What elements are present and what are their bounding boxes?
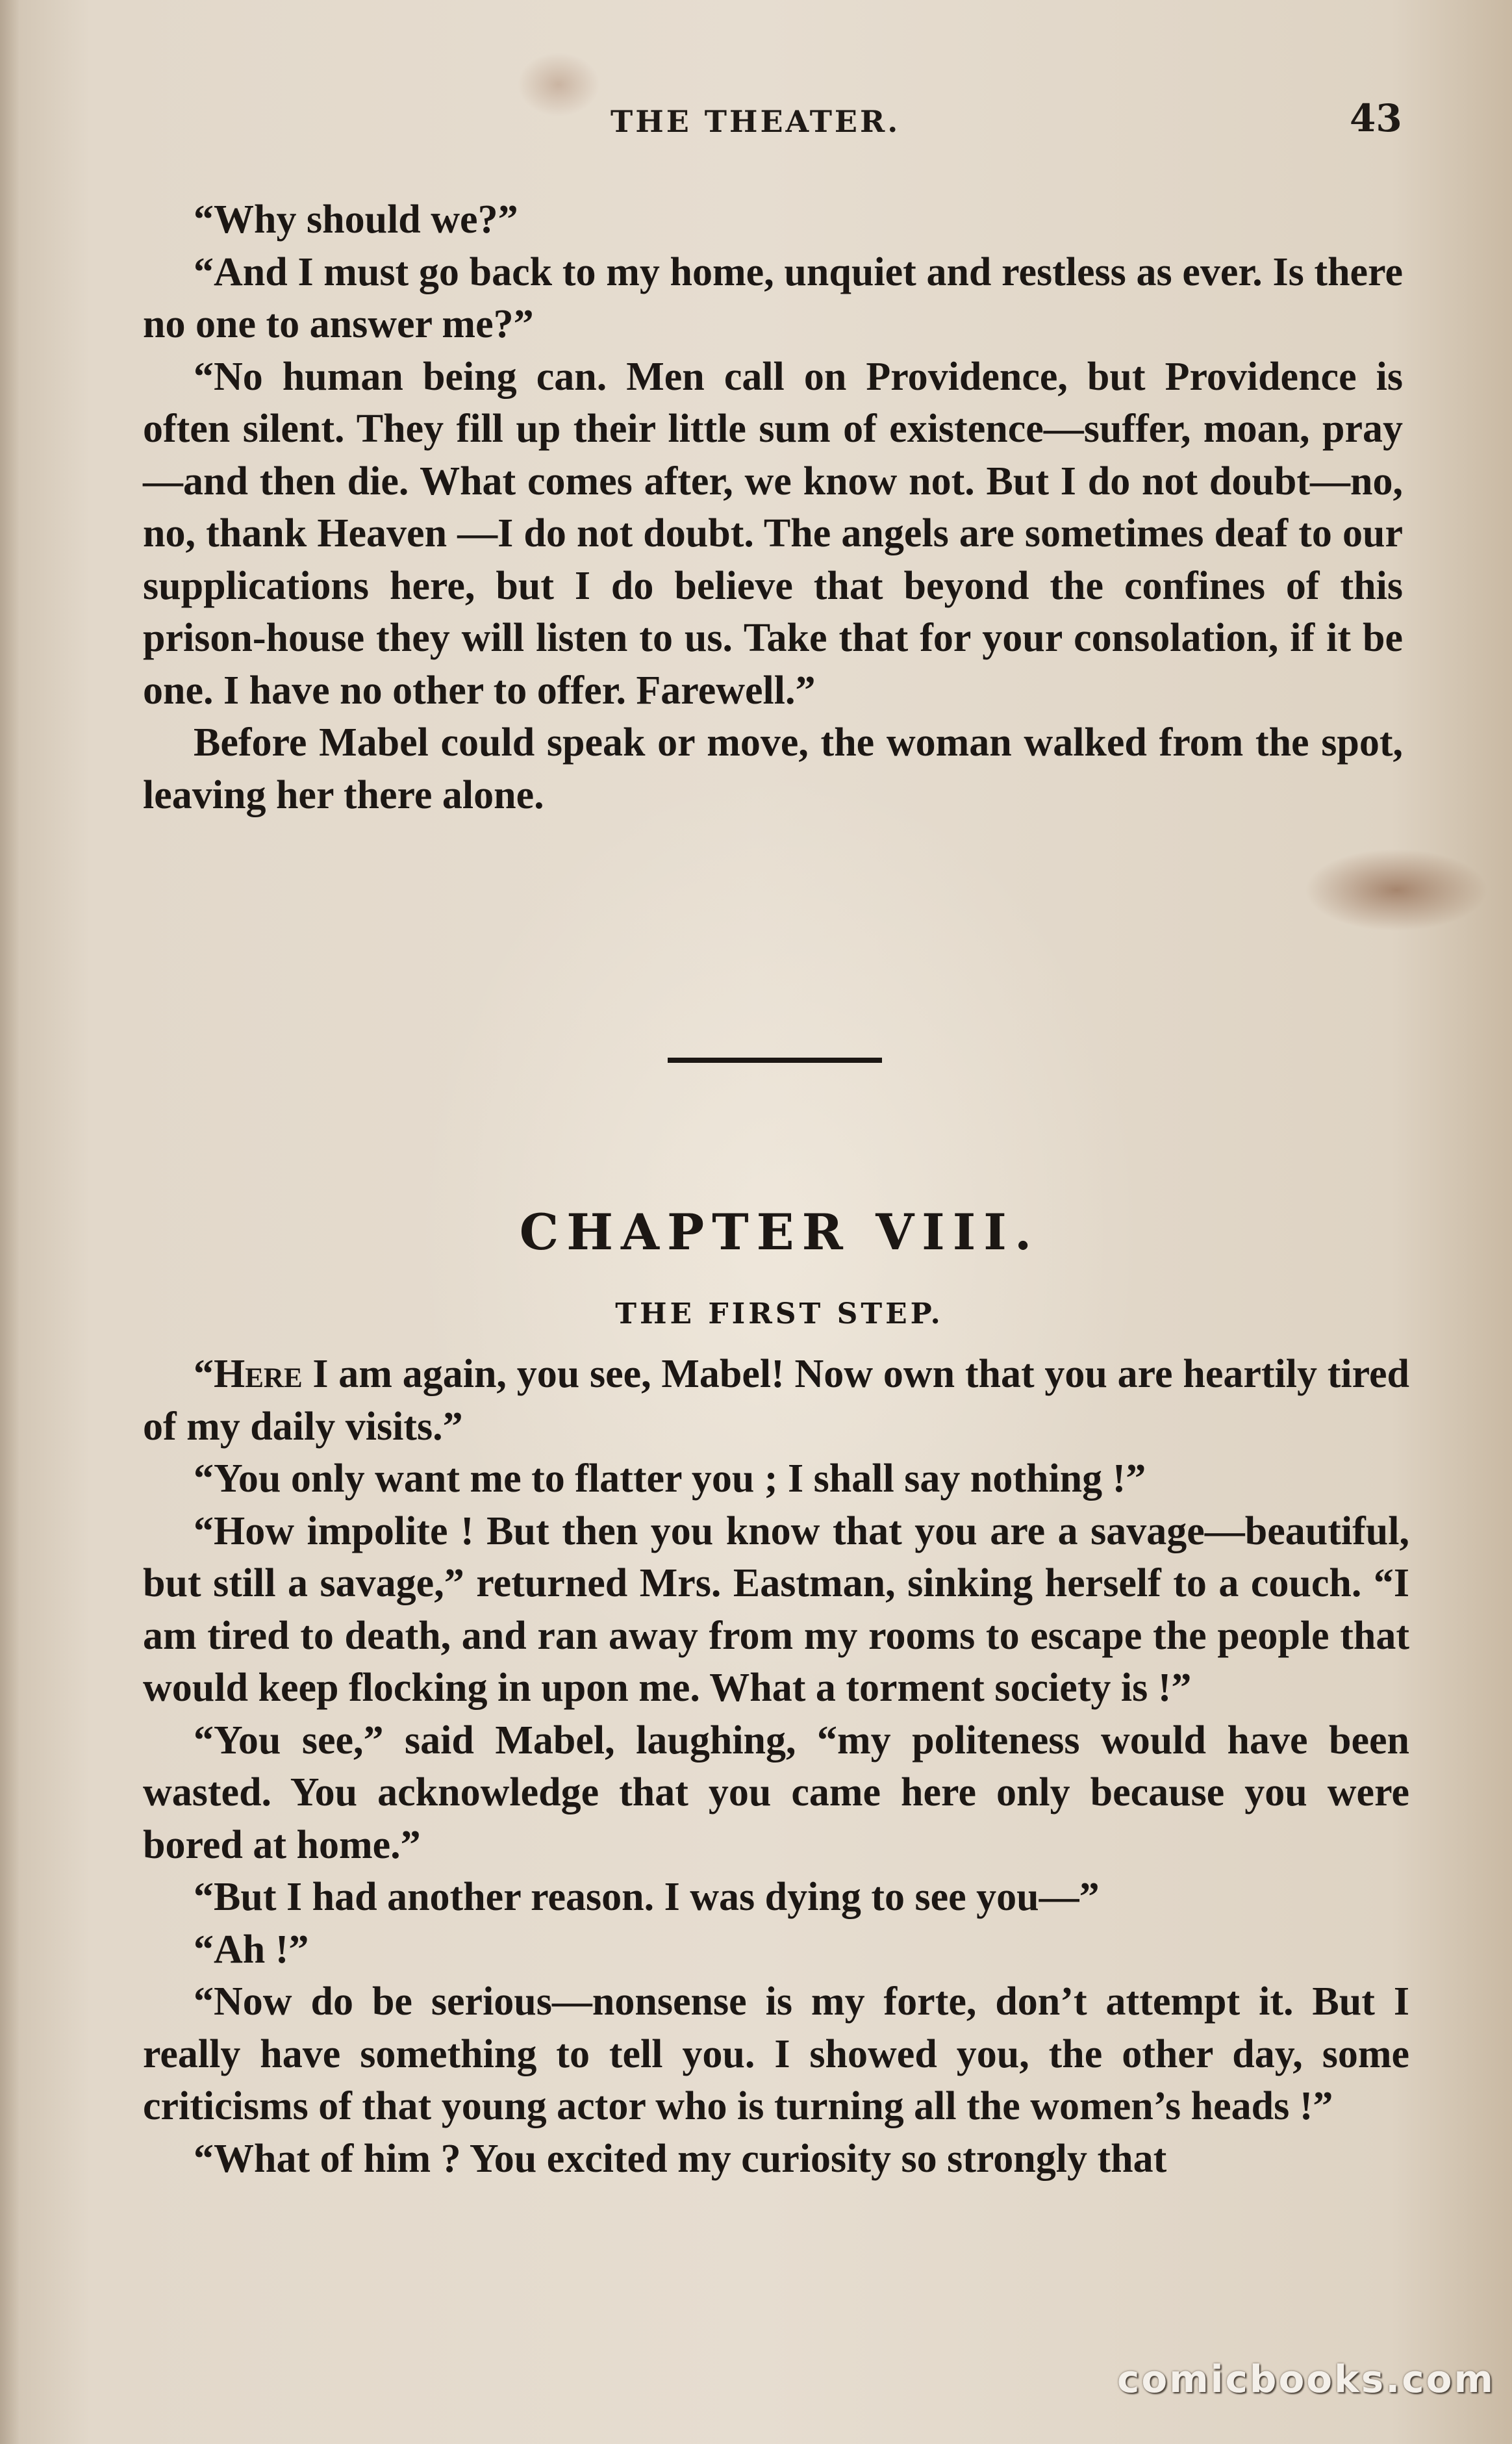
paragraph: “And I must go back to my home, unquiet and restless as ever. Is there no one to answer me?”	[143, 249, 1403, 346]
paragraph: “Ah !”	[194, 1927, 309, 1972]
section-divider	[668, 1058, 882, 1063]
text-block-top	[143, 194, 1403, 821]
paragraph: “How impolite ! But then you know that you are a savage—beautiful, but still a savage,” returned Mrs. Eastman, sinking herself to a couch. “I am tired to death, and ran away from my rooms to escape the people that would keep flocking in upon me. What a torment society is !”	[143, 1508, 1409, 1710]
chapter-title: CHAPTER VIII.	[519, 1203, 1040, 1261]
chapter-subtitle: THE FIRST STEP.	[615, 1297, 944, 1330]
paragraph: “What of him ? You excited my curiosity so strongly that	[194, 2136, 1167, 2181]
text-block-bottom	[143, 1348, 1409, 2185]
page-number: 43	[1350, 96, 1402, 140]
paragraph: “Why should we?”	[194, 197, 518, 242]
paragraph: “You only want me to flatter you ; I shall say nothing !”	[194, 1457, 1146, 1501]
paragraph: “But I had another reason. I was dying to see you—”	[194, 1875, 1100, 1919]
watermark: comicbooks.com	[1117, 2357, 1495, 2401]
paragraph: “Now do be serious—nonsense is my forte, don’t attempt it. But I really have something to tell you. I showed you, the other day, some criticisms of that young actor who is turning all the women’s heads !”	[143, 1979, 1409, 2128]
opening-rest: I am again, you see, Mabel! Now own that you are heartily tired of my daily visits.”	[143, 1352, 1409, 1449]
paragraph-opening	[143, 1348, 1409, 1453]
opening-word: Here	[214, 1352, 303, 1396]
paragraph: “You see,” said Mabel, laughing, “my politeness would have been wasted. You acknowledge that you came here only because you were bored at home.”	[143, 1718, 1409, 1867]
open-quote: “	[194, 1352, 214, 1396]
paragraph: “No human being can. Men call on Providence, but Providence is often silent. They fill up their little sum of existence—suffer, moan, pray—and then die. What comes after, we know not. But I do not doubt—no, no, thank Heaven —I do not doubt. The angels are sometimes deaf to our supplications here, but I do believe that beyond the confines of this prison-house they will listen to us. Take that for your consolation, if it be one. I have no other to offer. Farewell.”	[143, 354, 1403, 713]
paragraph: Before Mabel could speak or move, the woman walked from the spot, leaving her there alone.	[143, 720, 1403, 817]
running-head: THE THEATER.	[611, 104, 901, 139]
